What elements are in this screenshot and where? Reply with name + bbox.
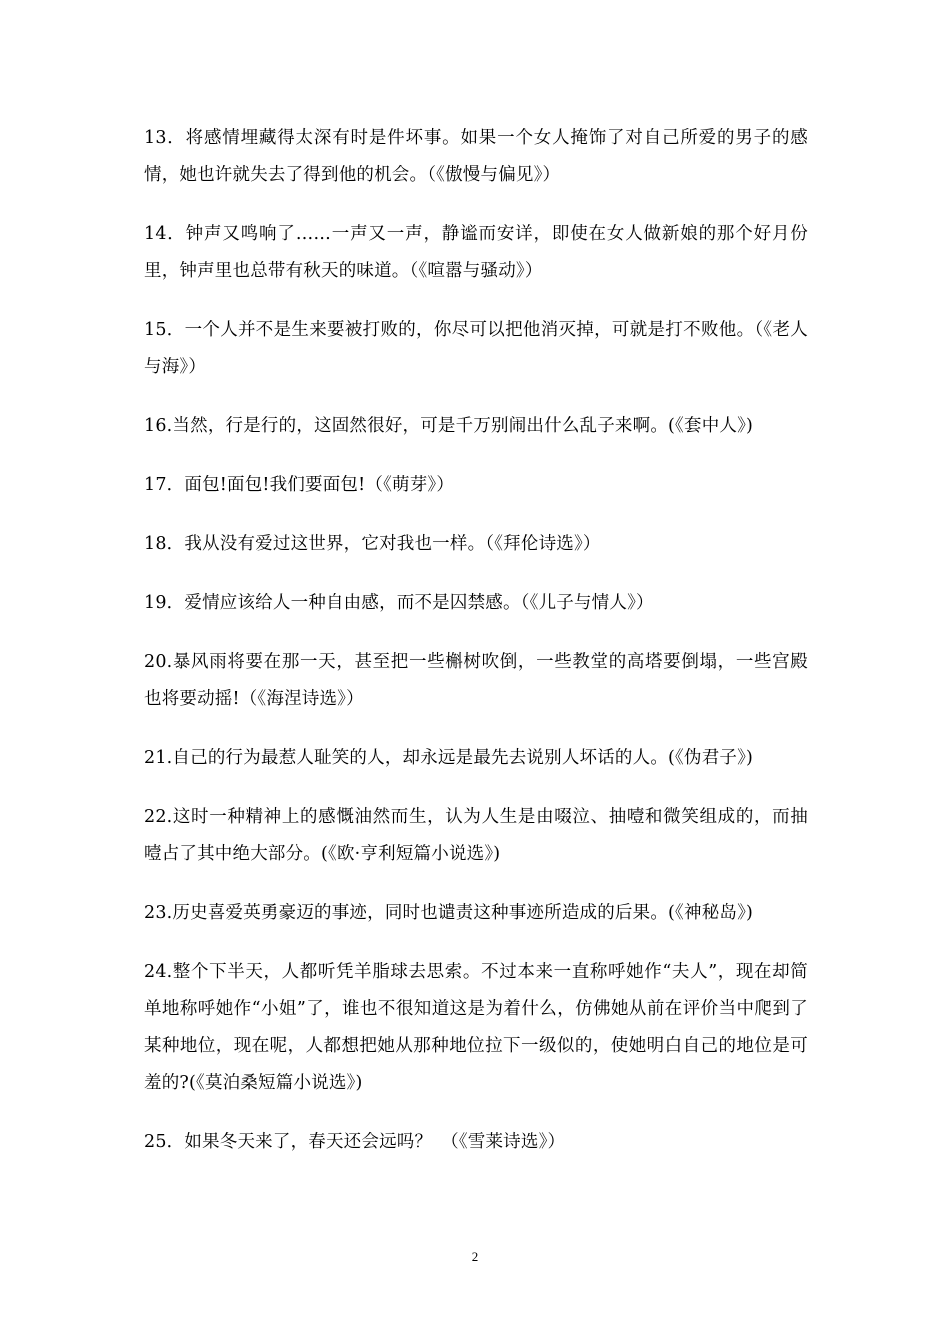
page-number: 2 <box>471 1249 479 1264</box>
quote-15: 15．一个人并不是生来要被打败的，你尽可以把他消灭掉，可就是打不败他。（《老人与海》） <box>144 320 808 377</box>
quote-16: 16.当然，行是行的，这固然很好，可是千万别闹出什么乱子来啊。(《套中人》) <box>144 416 754 436</box>
quote-22: 22.这时一种精神上的感慨油然而生，认为人生是由啜泣、抽噎和微笑组成的，而抽噎占了其中绝大部分。(《欧·亨利短篇小说选》) <box>144 807 808 864</box>
quote-19: 19．爱情应该给人一种自由感，而不是囚禁感。（《儿子与情人》） <box>144 593 654 613</box>
quote-13: 13．将感情埋藏得太深有时是件坏事。如果一个女人掩饰了对自己所爱的男子的感情，她也许就失去了得到他的机会。（《傲慢与偏见》） <box>144 128 808 185</box>
quote-25: 25．如果冬天来了，春天还会远吗？ （《雪莱诗选》） <box>144 1132 566 1152</box>
quote-23: 23.历史喜爱英勇豪迈的事迹，同时也谴责这种事迹所造成的后果。(《神秘岛》) <box>144 903 754 923</box>
quote-18: 18．我从没有爱过这世界，它对我也一样。（《拜伦诗选》） <box>144 534 601 554</box>
quote-20: 20.暴风雨将要在那一天，甚至把一些槲树吹倒，一些教堂的高塔要倒塌，一些宫殿也将要动摇!（《海涅诗选》） <box>144 652 808 709</box>
quote-24: 24.整个下半天，人都听凭羊脂球去思索。不过本来一直称呼她作“夫人”，现在却简单地称呼她作“小姐”了，谁也不很知道这是为着什么，仿佛她从前在评价当中爬到了某种地位，现在呢，人都想把她从那种地位拉下一级似的，使她明白自己的地位是可羞的?(《莫泊桑短篇小说选》) <box>144 962 808 1093</box>
quote-17: 17．面包!面包!我们要面包!（《萌芽》） <box>144 475 455 495</box>
quote-21: 21.自己的行为最惹人耻笑的人，却永远是最先去说别人坏话的人。(《伪君子》) <box>144 748 754 768</box>
quote-14: 14．钟声又鸣响了……一声又一声，静谧而安详，即使在女人做新娘的那个好月份里，钟声里也总带有秋天的味道。（《喧嚣与骚动》） <box>144 224 808 281</box>
quote-list <box>144 120 808 1183</box>
